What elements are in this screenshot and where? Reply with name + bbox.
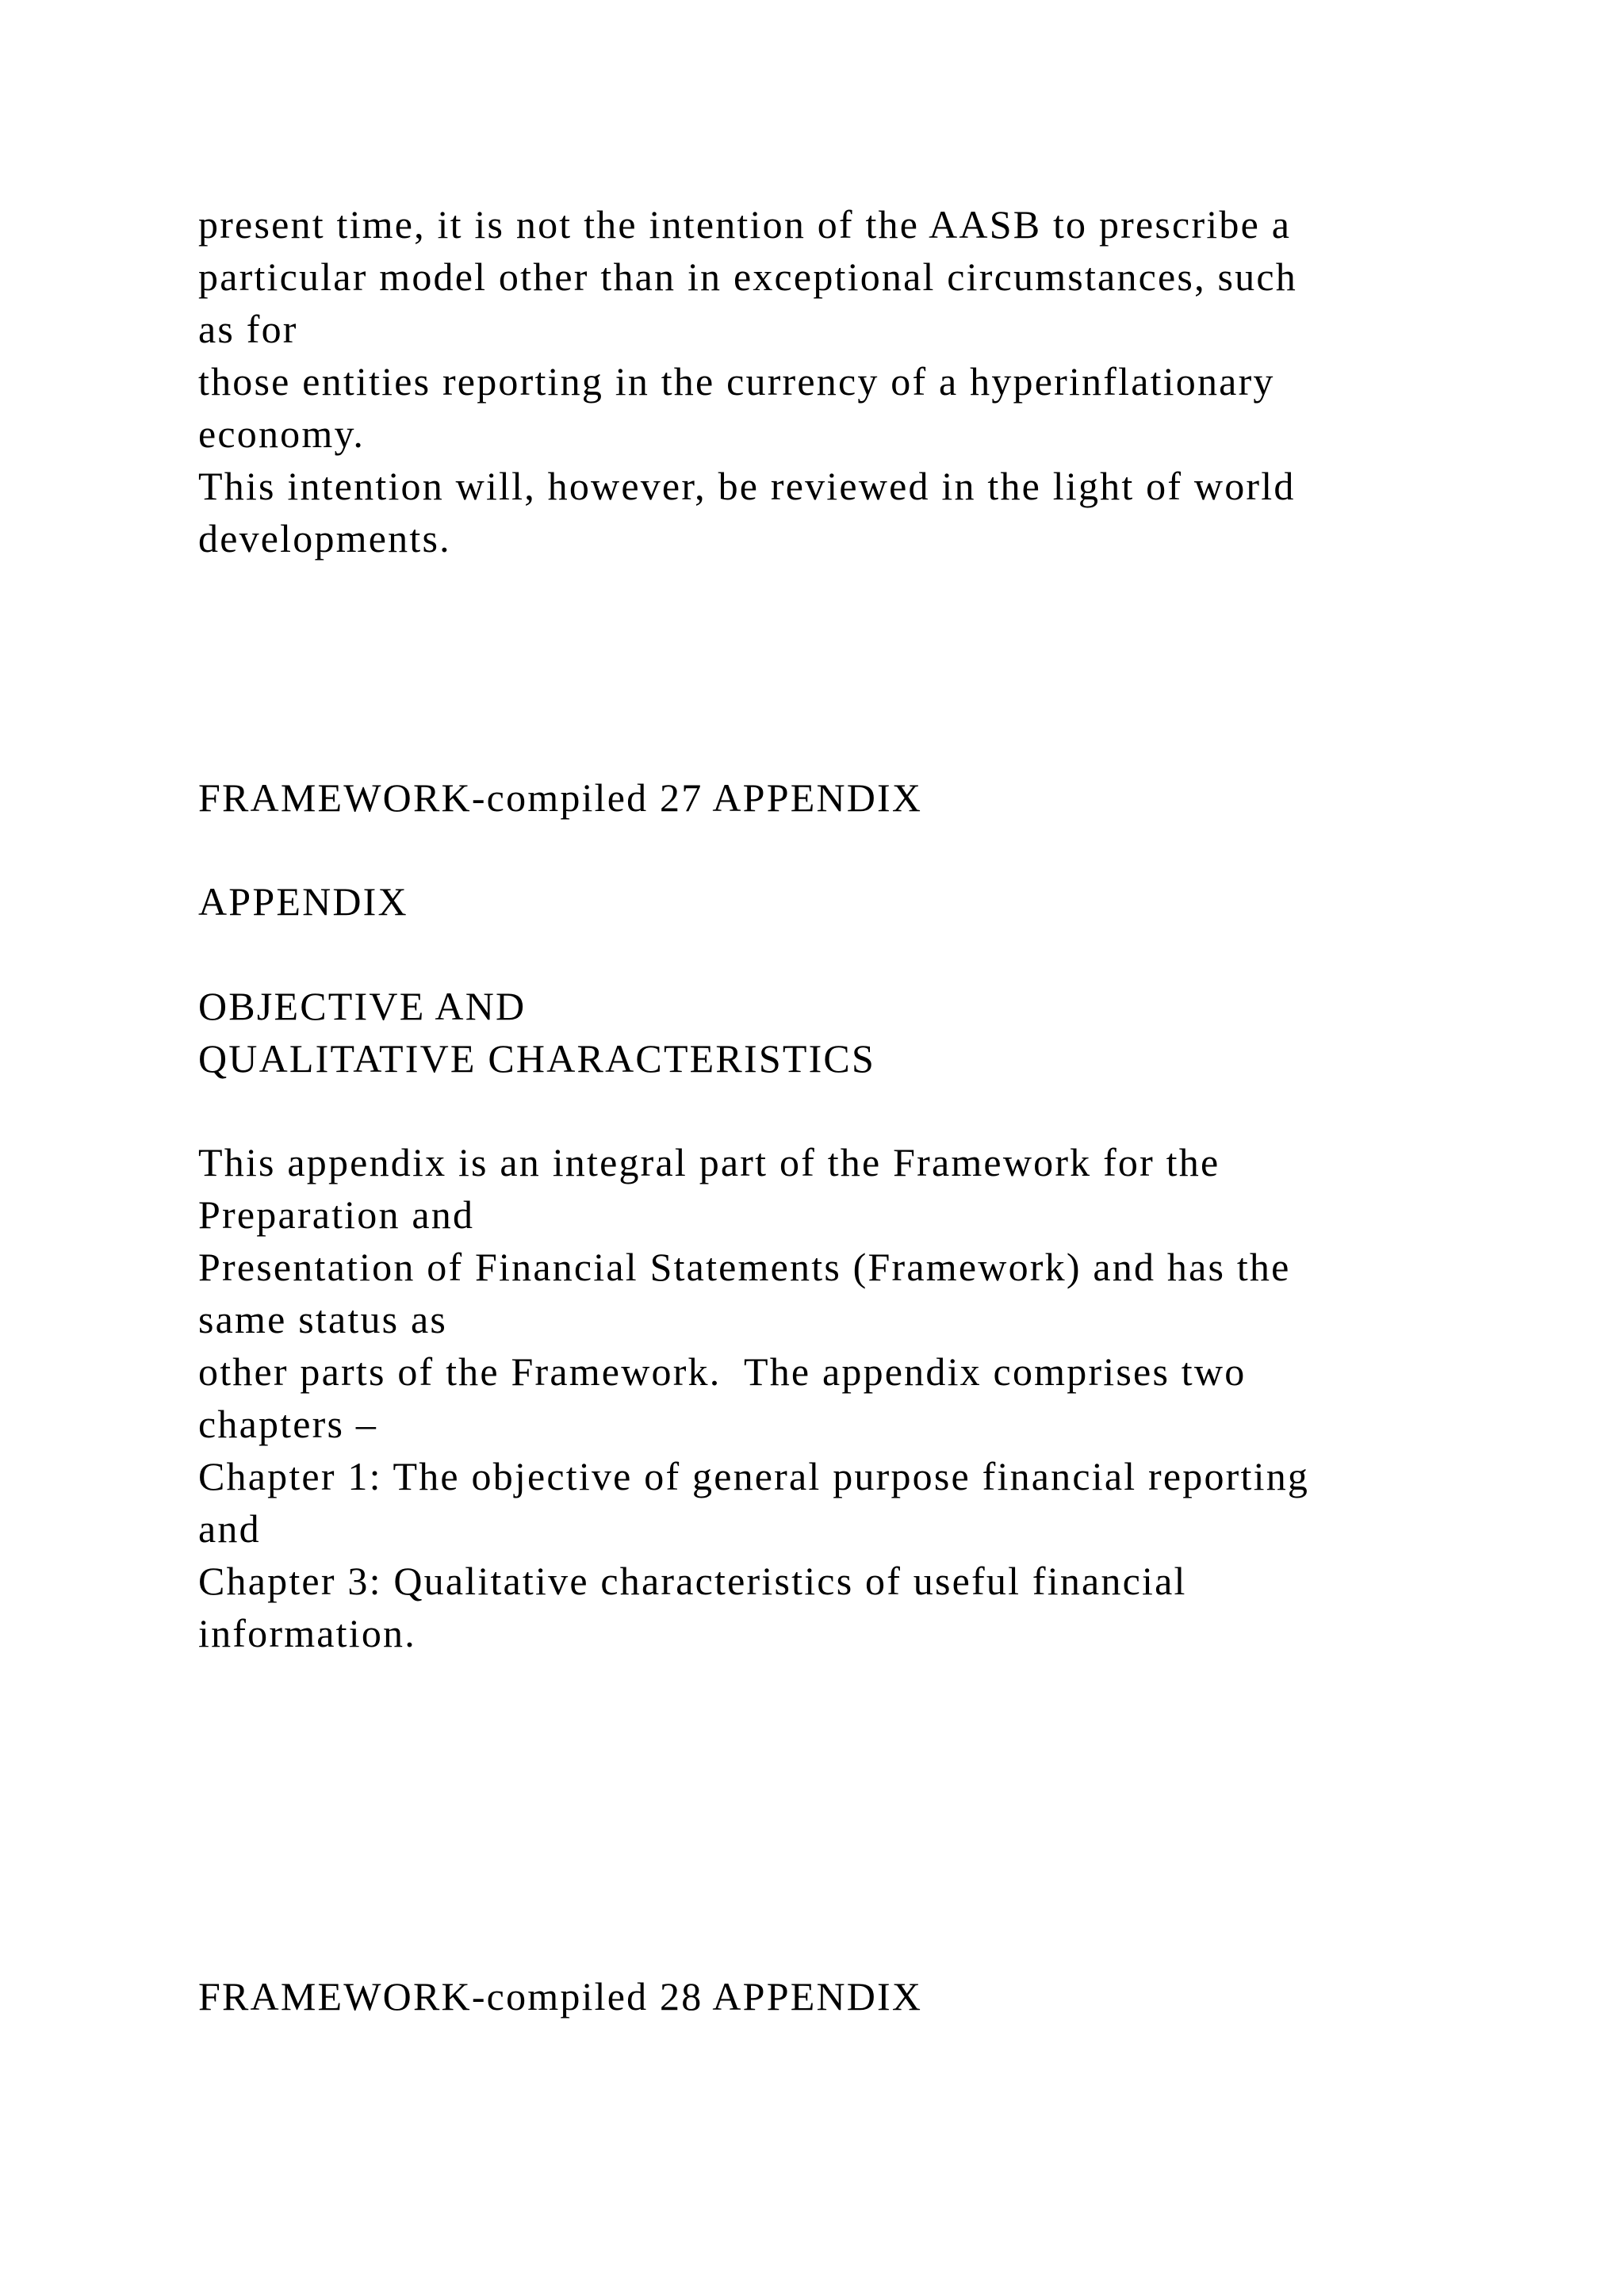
paragraph-1-line: developments. <box>198 516 451 561</box>
paragraph-2-line: Chapter 3: Qualitative characteristics of useful financial <box>198 1559 1187 1603</box>
paragraph-2-line: same status as <box>198 1297 448 1341</box>
paragraph-2-line: Presentation of Financial Statements (Framework) and has the <box>198 1245 1291 1289</box>
paragraph-2-line: information. <box>198 1611 416 1655</box>
paragraph-2-line: This appendix is an integral part of the Framework for the <box>198 1140 1220 1184</box>
paragraph-2-line: other parts of the Framework. The appendix comprises two <box>198 1349 1247 1394</box>
paragraph-2-line: Preparation and <box>198 1192 475 1237</box>
paragraph-2-line: and <box>198 1506 261 1551</box>
paragraph-1-line: This intention will, however, be reviewed in the light of world <box>198 464 1296 508</box>
appendix-label: APPENDIX <box>198 879 408 924</box>
paragraph-2-line: Chapter 1: The objective of general purpose financial reporting <box>198 1454 1310 1498</box>
appendix-heading-line: QUALITATIVE CHARACTERISTICS <box>198 1036 875 1081</box>
paragraph-1-line: particular model other than in exceptional circumstances, such <box>198 254 1297 299</box>
page-footer-27: FRAMEWORK-compiled 27 APPENDIX <box>198 775 923 820</box>
paragraph-1-line: those entities reporting in the currency of a hyperinflationary <box>198 359 1275 404</box>
appendix-heading-line: OBJECTIVE AND <box>198 984 527 1028</box>
paragraph-2-line: chapters – <box>198 1402 378 1446</box>
paragraph-1-line: economy. <box>198 411 366 456</box>
paragraph-1-line: as for <box>198 307 298 351</box>
page-footer-28: FRAMEWORK-compiled 28 APPENDIX <box>198 1974 923 2019</box>
paragraph-1-line: present time, it is not the intention of the AASB to prescribe a <box>198 202 1292 247</box>
